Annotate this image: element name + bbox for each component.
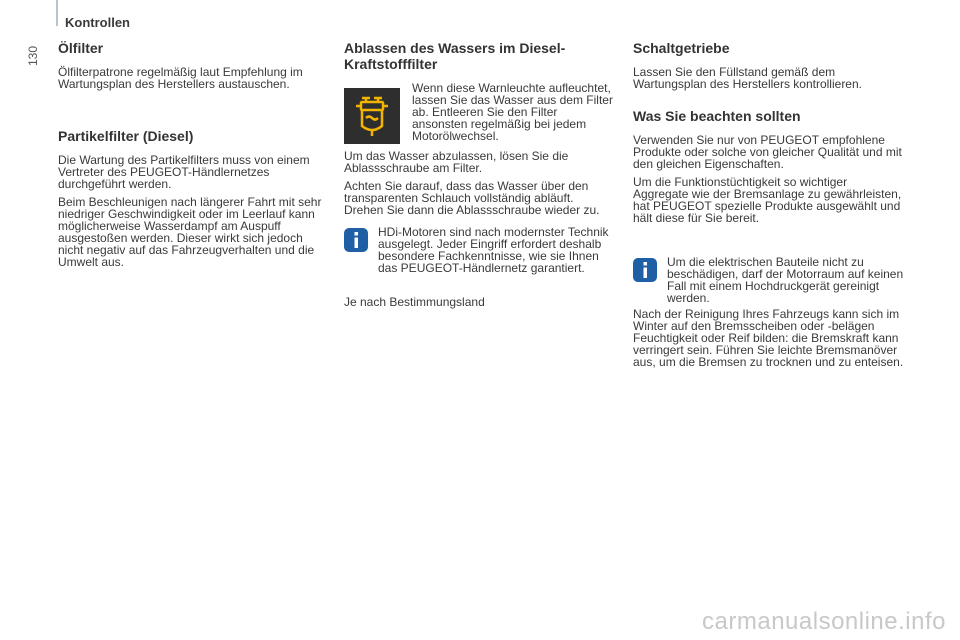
paragraph-partikelfilter-1: Die Wartung des Partikelfilters muss von einem Vertreter des PEUGEOT-Händlernetzes durchgeführt werden. bbox=[58, 153, 310, 191]
info-icon bbox=[633, 258, 657, 282]
paragraph-bremsen-reinigung: Nach der Reinigung Ihres Fahrzeugs kann sich im Winter auf den Bremsscheiben oder -belägen Feuchtigkeit oder Reif bilden: die Bremskraft kann verringert sein. Führen Sie leichte Bremsmanöver aus, um die Bremsen zu trocknen und zu enteisen. bbox=[633, 307, 904, 369]
paragraph-beachten-1: Verwenden Sie nur von PEUGEOT empfohlene Produkte oder solche von gleicher Qualität und mit den gleichen Eigenschaften. bbox=[633, 133, 902, 171]
heading-schaltgetriebe: Schaltgetriebe bbox=[633, 40, 730, 56]
paragraph-warnleuchte: Wenn diese Warnleuchte aufleuchtet, lassen Sie das Wasser aus dem Filter ab. Entleeren Sie den Filter ansonsten regelmäßig bei jedem Motorölwechsel. bbox=[412, 81, 613, 143]
water-in-fuel-filter-icon bbox=[344, 88, 400, 144]
info-block-hochdruck bbox=[633, 256, 905, 304]
warning-light-block bbox=[344, 82, 616, 144]
paragraph-beachten-2: Um die Funktionstüchtigkeit so wichtiger Aggregate wie der Bremsanlage zu gewährleisten, hat PEUGEOT spezielle Produkte ausgewählt und hält diese für Sie bereit. bbox=[633, 175, 902, 225]
paragraph-oelfilter: Ölfilterpatrone regelmäßig laut Empfehlung im Wartungsplan des Herstellers austauschen. bbox=[58, 65, 303, 91]
paragraph-hdi-motoren: HDi-Motoren sind nach modernster Technik ausgelegt. Jeder Eingriff erfordert deshalb besondere Fachkenntnisse, wie sie Ihnen das PEUGEOT-Händlernetz garantiert. bbox=[378, 225, 609, 275]
paragraph-ablassen-1: Um das Wasser abzulassen, lösen Sie die Ablassschraube am Filter. bbox=[344, 149, 569, 175]
column-left bbox=[58, 40, 330, 274]
footnote-bestimmungsland: Je nach Bestimmungsland bbox=[344, 295, 485, 309]
column-middle bbox=[344, 40, 616, 314]
paragraph-partikelfilter-2: Beim Beschleunigen nach längerer Fahrt mit sehr niedriger Geschwindigkeit oder im Leerlauf kann möglicherweise Wasserdampf am Auspuff ausgestoßen werden. Dieser wirkt sich jedoch nicht negativ auf das Fahrzeugverhalten und die Umwelt aus. bbox=[58, 195, 322, 269]
info-block-hdi bbox=[344, 226, 616, 274]
info-icon bbox=[344, 228, 368, 252]
page-number: 130 bbox=[26, 45, 40, 66]
page-edge-bar bbox=[56, 0, 58, 26]
heading-partikelfilter: Partikelfilter (Diesel) bbox=[58, 128, 194, 144]
paragraph-hochdruckgeraet: Um die elektrischen Bauteile nicht zu beschädigen, darf der Motorraum auf keinen Fall mit einem Hochdruckgerät gereinigt werden. bbox=[667, 255, 904, 305]
paragraph-schaltgetriebe: Lassen Sie den Füllstand gemäß dem Wartungsplan des Herstellers kontrollieren. bbox=[633, 65, 862, 91]
column-right bbox=[633, 40, 905, 374]
section-label: Kontrollen bbox=[65, 15, 130, 30]
heading-oelfilter: Ölfilter bbox=[58, 40, 104, 56]
heading-was-sie-beachten: Was Sie beachten sollten bbox=[633, 108, 801, 124]
paragraph-ablassen-2: Achten Sie darauf, dass das Wasser über den transparenten Schlauch vollständig abläuft. Drehen Sie dann die Ablassschraube wieder zu. bbox=[344, 179, 600, 217]
watermark: carmanualsonline.info bbox=[702, 608, 946, 635]
heading-wasser-ablassen: Ablassen des Wassers im Diesel-Kraftstofffilter bbox=[344, 40, 566, 72]
